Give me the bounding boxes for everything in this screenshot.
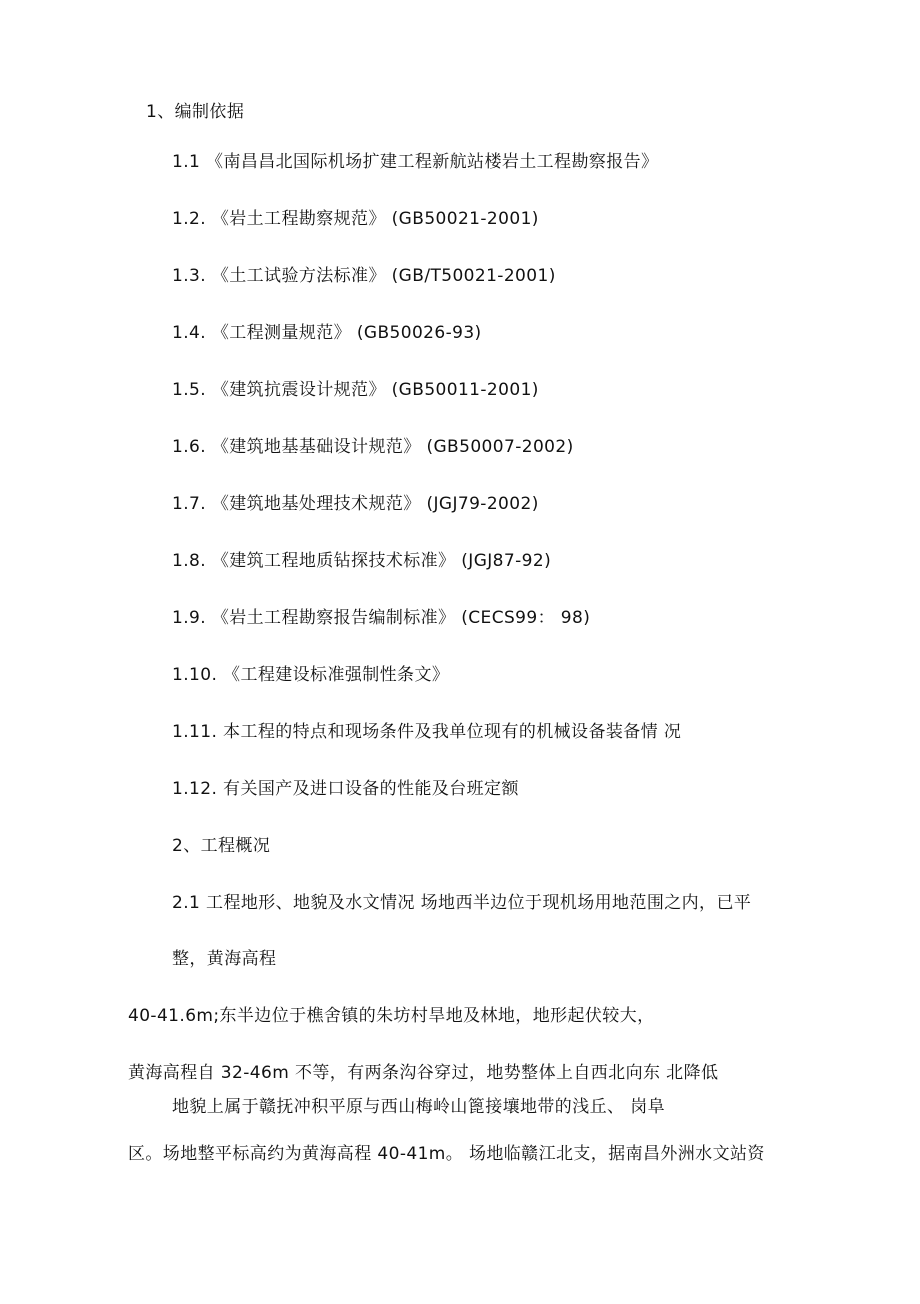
paragraph-2-1-line-4: 黄海高程自 32-46m 不等，有两条沟谷穿过，地势整体上自西北向东 北降低 xyxy=(128,1063,719,1083)
paragraph-2-1-line-6: 区。场地整平标高约为黄海高程 40-41m。 场地临赣江北支，据南昌外洲水文站资 xyxy=(128,1144,765,1164)
reference-1-5: 1.5. 《建筑抗震设计规范》 (GB50011-2001) xyxy=(172,380,539,400)
reference-1-3: 1.3. 《土工试验方法标准》 (GB/T50021-2001) xyxy=(172,266,556,286)
reference-1-1: 1.1 《南昌昌北国际机场扩建工程新航站楼岩土工程勘察报告》 xyxy=(172,152,659,172)
reference-1-11: 1.11. 本工程的特点和现场条件及我单位现有的机械设备装备情 况 xyxy=(172,722,682,742)
section-1-heading: 1、编制依据 xyxy=(146,102,245,122)
reference-1-6: 1.6. 《建筑地基基础设计规范》 (GB50007-2002) xyxy=(172,437,574,457)
paragraph-2-1-line-5: 地貌上属于赣抚冲积平原与西山梅岭山篦接壤地带的浅丘、 岗阜 xyxy=(172,1097,666,1117)
reference-1-4: 1.4. 《工程测量规范》 (GB50026-93) xyxy=(172,323,482,343)
reference-1-7: 1.7. 《建筑地基处理技术规范》 (JGJ79-2002) xyxy=(172,494,539,514)
reference-1-12: 1.12. 有关国产及进口设备的性能及台班定额 xyxy=(172,779,519,799)
paragraph-2-1-line-1: 2.1 工程地形、地貌及水文情况 场地西半边位于现机场用地范围之内，已平 xyxy=(172,893,752,913)
section-2-heading: 2、工程概况 xyxy=(172,836,271,856)
reference-1-2: 1.2. 《岩土工程勘察规范》 (GB50021-2001) xyxy=(172,209,539,229)
paragraph-2-1-line-3: 40-41.6m;东半边位于樵舍镇的朱坊村旱地及林地，地形起伏较大， xyxy=(128,1006,655,1026)
paragraph-2-1-line-2: 整，黄海高程 xyxy=(172,949,277,969)
reference-1-10: 1.10. 《工程建设标准强制性条文》 xyxy=(172,665,450,685)
reference-1-8: 1.8. 《建筑工程地质钻探技术标准》 (JGJ87-92) xyxy=(172,551,552,571)
reference-1-9: 1.9. 《岩土工程勘察报告编制标准》 (CECS99： 98) xyxy=(172,608,591,628)
